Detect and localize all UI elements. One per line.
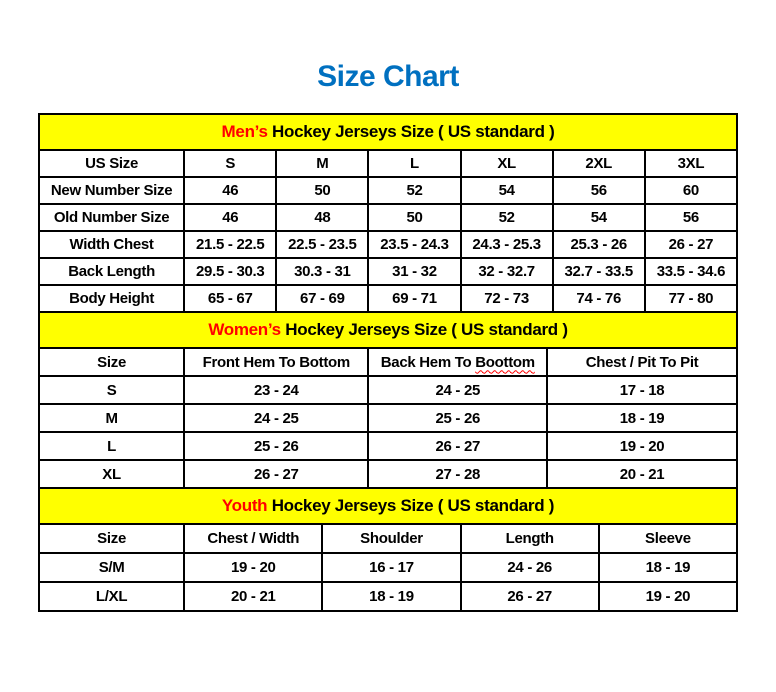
womens-header-row	[39, 348, 737, 376]
youth-table-banner	[38, 487, 738, 525]
data-cell: 26 - 27	[461, 582, 599, 611]
womens-table-banner	[38, 311, 738, 349]
column-header: Front Hem To Bottom	[184, 348, 368, 376]
column-header: 3XL	[645, 150, 737, 177]
column-header: US Size	[39, 150, 184, 177]
data-cell: 32 - 32.7	[461, 258, 553, 285]
data-cell: 72 - 73	[461, 285, 553, 312]
row-header: XL	[39, 460, 184, 488]
data-cell: 21.5 - 22.5	[184, 231, 276, 258]
data-cell: 24 - 25	[368, 376, 547, 404]
row-header: L/XL	[39, 582, 184, 611]
data-cell: 52	[368, 177, 460, 204]
data-cell: 50	[276, 177, 368, 204]
youth-banner-highlight: Youth	[221, 496, 268, 515]
row-header: L	[39, 432, 184, 460]
size-tables-container	[38, 113, 738, 612]
mens-table-row	[39, 231, 737, 258]
row-header: S	[39, 376, 184, 404]
womens-table-row	[39, 432, 737, 460]
youth-header-row	[39, 524, 737, 553]
data-cell: 26 - 27	[184, 460, 368, 488]
row-header: M	[39, 404, 184, 432]
data-cell: 24 - 25	[184, 404, 368, 432]
youth-size-table	[38, 523, 738, 612]
mens-size-table	[38, 149, 738, 313]
row-header: Back Length	[39, 258, 184, 285]
mens-table-banner	[38, 113, 738, 151]
column-header: 2XL	[553, 150, 645, 177]
misspelled-word: Boottom	[475, 353, 535, 371]
column-header: Size	[39, 524, 184, 553]
data-cell: 23 - 24	[184, 376, 368, 404]
data-cell: 20 - 21	[547, 460, 737, 488]
data-cell: 24.3 - 25.3	[461, 231, 553, 258]
column-header: XL	[461, 150, 553, 177]
data-cell: 25.3 - 26	[553, 231, 645, 258]
data-cell: 25 - 26	[184, 432, 368, 460]
mens-table-row	[39, 177, 737, 204]
data-cell: 18 - 19	[322, 582, 460, 611]
data-cell: 29.5 - 30.3	[184, 258, 276, 285]
data-cell: 54	[553, 204, 645, 231]
data-cell: 27 - 28	[368, 460, 547, 488]
row-header: Old Number Size	[39, 204, 184, 231]
mens-header-row	[39, 150, 737, 177]
womens-table-row	[39, 460, 737, 488]
womens-size-table-section	[38, 311, 738, 489]
data-cell: 60	[645, 177, 737, 204]
mens-size-table-section	[38, 113, 738, 313]
data-cell: 74 - 76	[553, 285, 645, 312]
data-cell: 18 - 19	[547, 404, 737, 432]
data-cell: 46	[184, 204, 276, 231]
data-cell: 31 - 32	[368, 258, 460, 285]
mens-table-row	[39, 258, 737, 285]
column-header: Chest / Pit To Pit	[547, 348, 737, 376]
womens-table-row	[39, 404, 737, 432]
womens-banner-text: Hockey Jerseys Size ( US standard )	[280, 320, 568, 339]
data-cell: 19 - 20	[184, 553, 322, 582]
data-cell: 19 - 20	[547, 432, 737, 460]
data-cell: 22.5 - 23.5	[276, 231, 368, 258]
data-cell: 30.3 - 31	[276, 258, 368, 285]
youth-table-row	[39, 553, 737, 582]
data-cell: 48	[276, 204, 368, 231]
data-cell: 77 - 80	[645, 285, 737, 312]
data-cell: 65 - 67	[184, 285, 276, 312]
data-cell: 54	[461, 177, 553, 204]
data-cell: 56	[553, 177, 645, 204]
row-header: Width Chest	[39, 231, 184, 258]
data-cell: 17 - 18	[547, 376, 737, 404]
column-header: S	[184, 150, 276, 177]
data-cell: 18 - 19	[599, 553, 737, 582]
column-header: L	[368, 150, 460, 177]
column-header: Sleeve	[599, 524, 737, 553]
column-header: Back Hem To Boottom	[368, 348, 547, 376]
data-cell: 69 - 71	[368, 285, 460, 312]
data-cell: 26 - 27	[645, 231, 737, 258]
data-cell: 19 - 20	[599, 582, 737, 611]
youth-size-table-section	[38, 487, 738, 612]
womens-size-table	[38, 347, 738, 489]
column-header: Length	[461, 524, 599, 553]
womens-table-row	[39, 376, 737, 404]
mens-table-row	[39, 285, 737, 312]
row-header: Body Height	[39, 285, 184, 312]
page-title: Size Chart	[317, 60, 459, 93]
data-cell: 25 - 26	[368, 404, 547, 432]
data-cell: 26 - 27	[368, 432, 547, 460]
mens-banner-highlight: Men’s	[221, 122, 268, 141]
youth-banner-text: Hockey Jerseys Size ( US standard )	[267, 496, 555, 515]
data-cell: 46	[184, 177, 276, 204]
data-cell: 20 - 21	[184, 582, 322, 611]
row-header: New Number Size	[39, 177, 184, 204]
data-cell: 56	[645, 204, 737, 231]
womens-banner-highlight: Women’s	[208, 320, 281, 339]
column-header: Size	[39, 348, 184, 376]
column-header: Shoulder	[322, 524, 460, 553]
data-cell: 23.5 - 24.3	[368, 231, 460, 258]
data-cell: 50	[368, 204, 460, 231]
data-cell: 24 - 26	[461, 553, 599, 582]
column-header: Chest / Width	[184, 524, 322, 553]
row-header: S/M	[39, 553, 184, 582]
data-cell: 33.5 - 34.6	[645, 258, 737, 285]
data-cell: 67 - 69	[276, 285, 368, 312]
column-header: M	[276, 150, 368, 177]
mens-table-row	[39, 204, 737, 231]
data-cell: 52	[461, 204, 553, 231]
data-cell: 16 - 17	[322, 553, 460, 582]
youth-table-row	[39, 582, 737, 611]
data-cell: 32.7 - 33.5	[553, 258, 645, 285]
mens-banner-text: Hockey Jerseys Size ( US standard )	[267, 122, 555, 141]
